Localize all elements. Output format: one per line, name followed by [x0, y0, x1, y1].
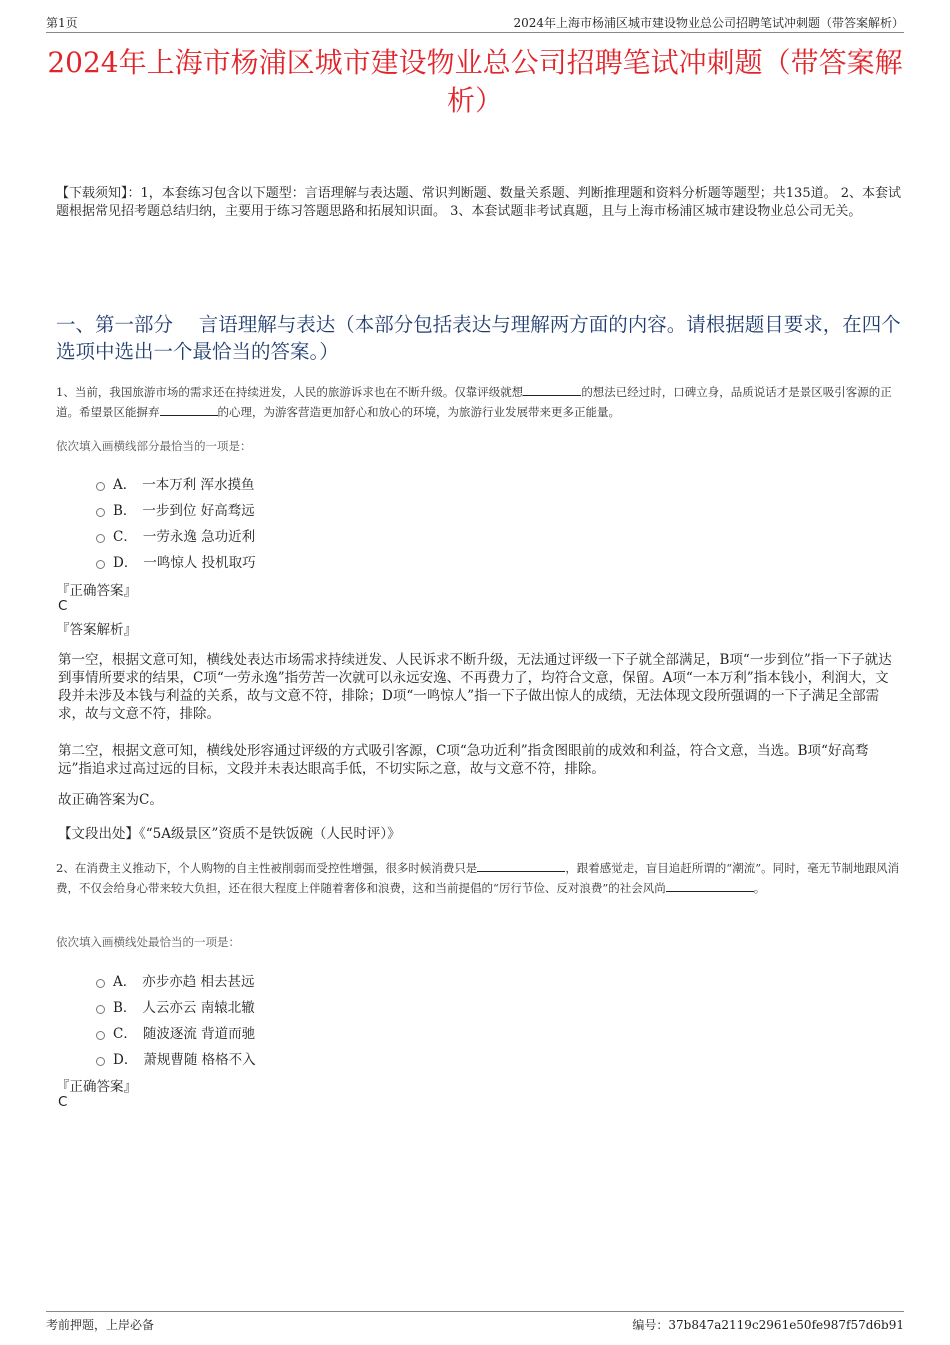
- q1-analysis-para-1: 第一空，根据文意可知，横线处表达市场需求持续迸发、人民诉求不断升级，无法通过评级一下子就全部满足，B项“一步到位”指一下子就达到事情所要求的结果，C项“一劳永逸”指劳苦一次就可以永远安逸、不再费力了，均符合文意，保留。A项“一本万利”指本钱小，利润大，文段并未涉及本钱与利益的关系，故与文意不符，排除；D项“一鸣惊人”指一下子做出惊人的成绩，无法体现文段所强调的一下子满足全部需求，故与文意不符，排除。: [58, 652, 892, 722]
- radio-icon[interactable]: [96, 508, 105, 517]
- radio-icon[interactable]: [96, 482, 105, 491]
- section-heading: 一、第一部分 言语理解与表达（本部分包括表达与理解两方面的内容。请根据题目要求，在四个选项中选出一个最恰当的答案。）: [56, 313, 901, 363]
- q2-option-c[interactable]: C． 随波逐流 背道而驰: [96, 1022, 255, 1042]
- q1-analysis-label: 『答案解析』: [56, 622, 137, 638]
- fill-blank: [477, 859, 565, 872]
- q1-answer-label: 『正确答案』: [56, 583, 137, 599]
- page-header: [46, 12, 904, 33]
- question-1-stem: 1、当前，我国旅游市场的需求还在持续迸发，人民的旅游诉求也在不断升级。仅靠评级就想 的想法已经过时，口碑立身，品质说话才是景区吸引客源的正道。希望景区能摒弃 的心理，为游客营造更加舒心和放心的环境，为旅游行业发展带来更多正能量。: [56, 385, 892, 419]
- page-footer: [46, 1311, 904, 1332]
- q1-option-a[interactable]: A． 一本万利 浑水摸鱼: [96, 473, 255, 493]
- q2-answer: C: [58, 1094, 68, 1110]
- document-title: 2024年上海市杨浦区城市建设物业总公司招聘笔试冲刺题（带答案解析）: [47, 46, 903, 117]
- fill-blank: [160, 403, 218, 416]
- radio-icon[interactable]: [96, 560, 105, 569]
- header-doc-title: 2024年上海市杨浦区城市建设物业总公司招聘笔试冲刺题（带答案解析）: [513, 16, 904, 30]
- fill-blank: [523, 383, 581, 396]
- radio-icon[interactable]: [96, 1031, 105, 1040]
- q1-option-d[interactable]: D． 一鸣惊人 投机取巧: [96, 551, 256, 571]
- q1-source: 【文段出处】《“5A级景区”资质不是铁饭碗（人民时评）》: [58, 826, 401, 842]
- page-number: 第1页: [46, 16, 78, 30]
- footer-slogan: 考前押题，上岸必备: [46, 1318, 155, 1332]
- q2-option-d[interactable]: D． 萧规曹随 格格不入: [96, 1048, 256, 1068]
- question-2-stem: 2、在消费主义推动下，个人购物的自主性被削弱而受控性增强，很多时候消费只是 ，跟着感觉走，盲目追赶所谓的“潮流”。同时，毫无节制地跟风消费，不仅会给身心带来较大负担，还在很大程度上伴随着奢侈和浪费，这和当前提倡的“厉行节俭、反对浪费”的社会风尚 。: [56, 861, 900, 895]
- question-1-prompt: 依次填入画横线部分最恰当的一项是：: [56, 439, 252, 453]
- q2-option-a[interactable]: A． 亦步亦趋 相去甚远: [96, 970, 255, 990]
- download-notice: 【下载须知】：1，本套练习包含以下题型：言语理解与表达题、常识判断题、数量关系题、判断推理题和资料分析题等题型；共135道。 2、本套试题根据常见招考题总结归纳，主要用于练习答题思路和拓展知识面。 3、本套试题非考试真题，且与上海市杨浦区城市建设物业总公司无关。: [56, 186, 901, 219]
- document-serial: 编号：37b847a2119c2961e50fe987f57d6b91: [632, 1318, 904, 1332]
- radio-icon[interactable]: [96, 979, 105, 988]
- radio-icon[interactable]: [96, 1005, 105, 1014]
- q1-option-b[interactable]: B． 一步到位 好高骛远: [96, 499, 255, 519]
- radio-icon[interactable]: [96, 1057, 105, 1066]
- q2-answer-label: 『正确答案』: [56, 1079, 137, 1095]
- radio-icon[interactable]: [96, 534, 105, 543]
- q1-option-c[interactable]: C． 一劳永逸 急功近利: [96, 525, 255, 545]
- q2-option-b[interactable]: B． 人云亦云 南辕北辙: [96, 996, 255, 1016]
- q1-answer: C: [58, 598, 68, 614]
- q1-analysis-conclusion: 故正确答案为C。: [58, 792, 163, 808]
- question-2-prompt: 依次填入画横线处最恰当的一项是：: [56, 935, 240, 949]
- q1-analysis-para-2: 第二空，根据文意可知，横线处形容通过评级的方式吸引客源，C项“急功近利”指贪图眼前的成效和利益，符合文意，当选。B项“好高骛远”指追求过高过远的目标，文段并未表达眼高手低，不切实际之意，故与文意不符，排除。: [58, 743, 869, 777]
- fill-blank: [666, 879, 754, 892]
